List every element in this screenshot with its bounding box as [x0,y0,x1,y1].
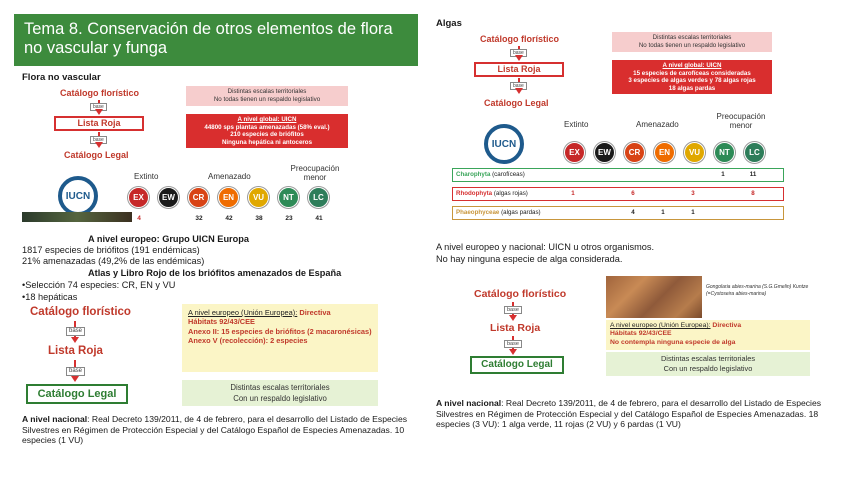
catalogo-legal-box: Catálogo Legal [470,356,564,374]
category-lc-badge: LC [308,187,329,208]
category-vu-badge: VU [248,187,269,208]
category-cr-badge: CR [624,142,645,163]
lista-roja-box: Lista Roja [54,116,144,131]
category-nt-badge: NT [714,142,735,163]
atlas-heading: Atlas y Libro Rojo de los briófitos amenazados de España [88,268,342,278]
category-nt-badge: NT [278,187,299,208]
iucn-logo: IUCN [484,124,524,164]
base-tag: base [66,327,85,336]
algae-note-2: No hay ninguna especie de alga considerada. [436,254,623,264]
europe-line-2: 21% amenazadas (49,2% de las endémicas) [22,256,205,266]
category-en-badge: EN [218,187,239,208]
category-lc-count: 41 [315,215,323,222]
algae-group-name: Charophyta [456,171,491,178]
lista-roja-label: Lista Roja [490,322,541,334]
slide-title: Tema 8. Conservación de otros elementos de flora no vascular y funga [14,14,418,66]
catalogo-legal-label: Catálogo Legal [484,98,549,108]
catalogo-floristico-label: Catálogo florístico [60,88,140,98]
category-en-badge: EN [654,142,675,163]
base-tag: base [504,340,522,348]
category-lc-badge: LC [744,142,765,163]
base-tag: base [510,82,527,90]
algae-count-cell: 8 [751,190,755,197]
catalogo-legal-box: Catálogo Legal [26,384,128,404]
algas-heading: Algas [436,18,462,29]
base-tag: base [90,136,107,144]
base-tag: base [66,367,85,376]
lista-roja-box: Lista Roja [474,62,564,77]
catalogo-legal-label: Catálogo Legal [64,150,129,160]
global-iucn-box: A nivel global: UICN 44800 sps plantas amenazadas (58% eval.) 210 especies de briófitos Ninguna hepática ni antoceros [186,114,348,148]
category-vu-count: 38 [255,215,263,222]
territorial-scales-box: Distintas escalas territoriales No todas tienen un respaldo legislativo [186,86,348,106]
algae-count-cell: 11 [749,171,757,178]
category-nt-count: 23 [285,215,293,222]
nacional-paragraph-left: A nivel nacional: Real Decreto 139/2011, de 4 de febrero, para el desarrollo del Listado de Especies Silvestres en Régimen de Protección Especial y del Catálogo Español de Especies Amenazadas. 10 especies (1 VU) [22,414,408,445]
photo-caption: Gongolaria abies-marina (S.G.Gmelin) Kuntze (=Cystoseira abies-marina) [706,284,809,297]
bullet-hepaticas: •18 hepáticas [22,292,78,302]
algae-table [452,168,792,224]
algae-count-cell: 1 [691,209,695,216]
global-iucn-box: A nivel global: UICN 15 especies de carofíceas consideradas 3 especies de algas verdes y 78 algas rojas 18 algas pardas [612,60,772,94]
iucn-diagram-algae [452,30,792,226]
iucn-categories [564,142,784,166]
category-cr-badge: CR [188,187,209,208]
europe-line-1: 1817 especies de briófitos (191 endémicas) [22,245,200,255]
flora-heading: Flora no vascular [22,72,101,83]
base-tag: base [510,49,527,57]
base-tag: base [90,103,107,111]
category-en-count: 42 [225,215,233,222]
algae-count-cell: 1 [661,209,665,216]
category-cr-count: 32 [195,215,203,222]
legal-diagram-algae [468,276,812,382]
category-ex-badge: EX [128,187,149,208]
algae-note-1: A nivel europeo y nacional: UICN u otros organismos. [436,242,655,252]
algae-group-common-name: (carofíceas) [490,171,525,178]
algae-count-cell: 4 [631,209,635,216]
legal-scales-box: Distintas escalas territoriales Con un respaldo legislativo [182,380,378,406]
legal-diagram-bryophytes [22,304,382,410]
algae-count-cell: 1 [721,171,725,178]
algae-row [452,168,784,182]
algae-group-common-name: (algas pardas) [499,209,541,216]
algae-count-cell: 3 [691,190,695,197]
iucn-diagram-bryophytes [22,84,352,230]
catalogo-floristico-label: Catálogo florístico [30,306,131,318]
group-preocupacion-label: Preocupación menor [290,164,340,182]
algae-row [452,206,784,220]
category-ew-badge: EW [158,187,179,208]
lista-roja-label: Lista Roja [48,345,103,357]
algae-group-common-name: (algas rojas) [492,190,528,197]
catalogo-floristico-label: Catálogo florístico [480,34,560,44]
algae-count-cell: 6 [631,190,635,197]
eu-directive-box: A nivel europeo (Unión Europea): Directiva Hábitats 92/43/CEE No contempla ninguna especie de alga [606,320,810,350]
category-ex-badge: EX [564,142,585,163]
iucn-categories [128,187,348,229]
algae-group-name: Phaeophyceae [456,209,500,216]
group-preocupacion-label: Preocupación menor [716,112,766,130]
eu-directive-box: A nivel europeo (Unión Europea): Directiva Hábitats 92/43/CEE Anexo II: 15 especies de briófitos (2 macaronésicas) Anexo V (recolección): 2 especies [182,304,378,372]
group-extinto-label: Extinto [134,172,159,181]
algae-count-cell: 1 [571,190,575,197]
group-extinto-label: Extinto [564,120,589,129]
category-ew-badge: EW [594,142,615,163]
algae-row [452,187,784,201]
photo-strip [22,212,132,222]
base-tag: base [504,306,522,314]
legal-scales-box: Distintas escalas territoriales Con un respaldo legislativo [606,352,810,376]
iucn-logo: IUCN [58,176,98,216]
bullet-selection: •Selección 74 especies: CR, EN y VU [22,280,176,290]
algae-photo [606,276,702,318]
algae-group-name: Rhodophyta [456,190,493,197]
catalogo-floristico-label: Catálogo florístico [474,288,567,300]
group-amenazado-label: Amenazado [208,172,251,181]
nacional-paragraph-right: A nivel nacional: Real Decreto 139/2011, de 4 de febrero, para el desarrollo del Listado de Especies Silvestres en Régimen de Protección Especial y del Catálogo Español de Especies Amenazadas. 18 especies (3 VU): 1 alga verde, 11 rojas (2 VU) y 6 pardas (1 VU) [436,398,822,429]
category-vu-badge: VU [684,142,705,163]
territorial-scales-box: Distintas escalas territoriales No todas tienen un respaldo legislativo [612,32,772,52]
group-amenazado-label: Amenazado [636,120,679,129]
category-ex-count: 4 [137,215,141,222]
europe-heading: A nivel europeo: Grupo UICN Europa [88,234,249,244]
